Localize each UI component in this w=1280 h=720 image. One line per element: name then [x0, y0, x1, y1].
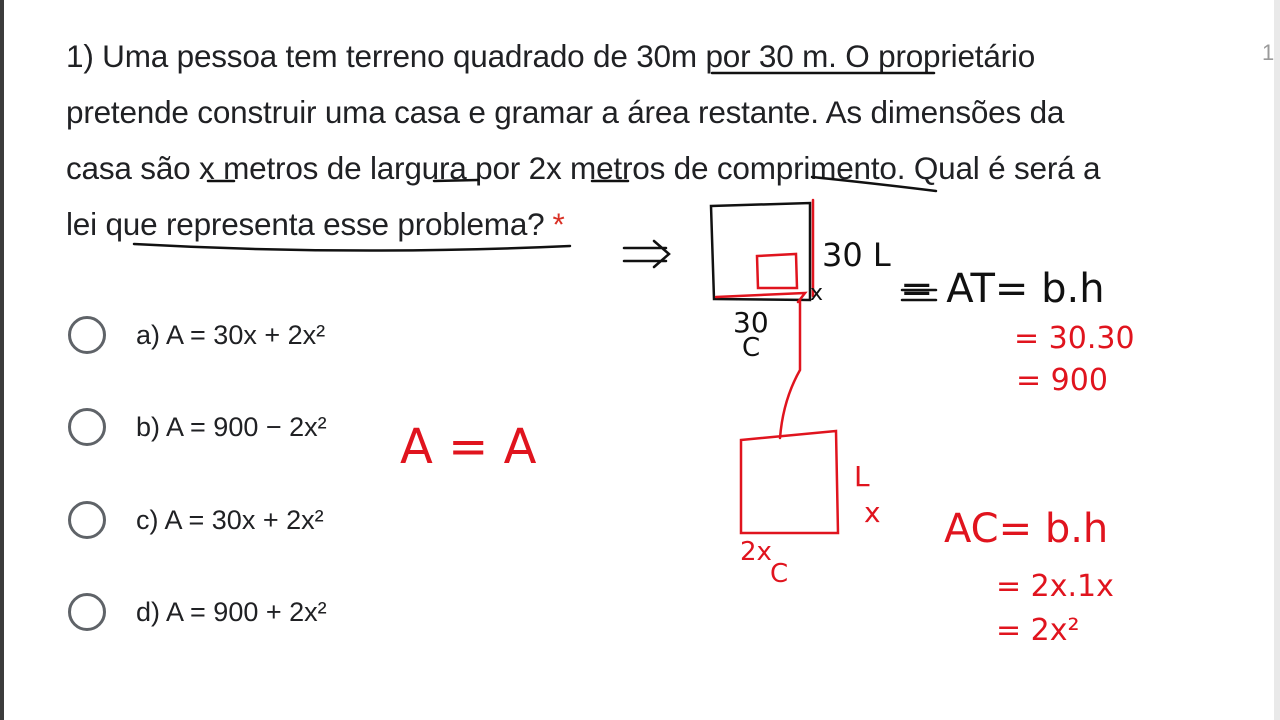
option-a-label: a) A = 30x + 2x² [136, 319, 326, 350]
question-line-4 [66, 196, 1256, 252]
option-c-label: c) A = 30x + 2x² [136, 504, 324, 535]
question-text [66, 28, 1256, 252]
side-number: 1 [1262, 40, 1275, 65]
label-3030: = 30.30 [1014, 321, 1135, 356]
label-30: 30 [733, 306, 769, 339]
question-line-2: pretende construir uma casa e gramar a área restante. As dimensões da [66, 94, 1065, 130]
house-square-small [757, 254, 797, 288]
label-C-top: C [742, 333, 761, 363]
scrollbar[interactable] [1274, 0, 1280, 720]
label-AA: A = A [400, 419, 537, 475]
house-square-large [741, 431, 838, 533]
label-900: = 900 [1016, 363, 1108, 398]
label-30L: 30 L [822, 236, 891, 274]
connector-line [780, 300, 800, 438]
option-b[interactable] [68, 404, 327, 450]
question-line-4-text: lei que representa esse problema? [66, 206, 545, 242]
radio-button-icon[interactable] [68, 316, 106, 354]
label-2x: 2x [740, 537, 772, 567]
label-x-top: x [810, 281, 824, 306]
radio-button-icon[interactable] [68, 501, 106, 539]
window-left-edge [0, 0, 4, 720]
label-2x2: = 2x² [996, 613, 1080, 648]
option-d-label: d) A = 900 + 2x² [136, 596, 327, 627]
option-b-label: b) A = 900 − 2x² [136, 411, 327, 442]
label-L: L [854, 460, 870, 493]
question-line-3: casa são x metros de largura por 2x metros de comprimento. Qual é será a [66, 150, 1101, 186]
required-asterisk: * [552, 206, 565, 242]
option-a[interactable] [68, 312, 325, 358]
label-C-bottom: C [770, 559, 789, 589]
radio-button-icon[interactable] [68, 408, 106, 446]
label-x-side: x [864, 496, 881, 529]
label-2x1x: = 2x.1x [996, 569, 1114, 604]
label-AC: AC= b.h [944, 506, 1109, 552]
radio-button-icon[interactable] [68, 593, 106, 631]
option-d[interactable] [68, 589, 327, 635]
equals-sign-icon [902, 290, 936, 300]
option-c[interactable] [68, 497, 324, 543]
question-line-1: 1) Uma pessoa tem terreno quadrado de 30m por 30 m. O proprietário [66, 38, 1036, 74]
label-AT: = AT= b.h [900, 266, 1105, 312]
